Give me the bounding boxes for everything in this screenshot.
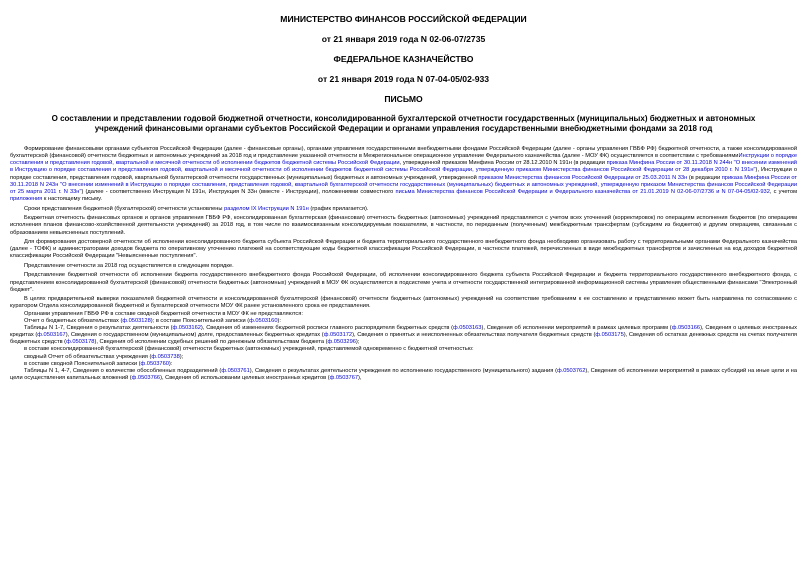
paragraph-text: ); (179, 353, 184, 360)
paragraph-text: ), Сведения о государственном (муниципальном) долге, предоставленных бюджетных кредитах ( (65, 332, 324, 339)
paragraph-text: ), Сведения об использовании целевых иностранных кредитов ( (160, 375, 330, 382)
document-link[interactable]: ф.0503160 (249, 317, 278, 324)
document-link[interactable]: ф.0503167 (37, 332, 66, 339)
paragraph-text: ): (277, 317, 281, 324)
paragraph-text: ), Сведения об исполнении мероприятий в рамках субсидий на иные цели и на цели осуществления капитальных вложений ( (10, 367, 797, 382)
paragraph-text: ), Сведения о целевых иностранных кредитах ( (10, 324, 797, 339)
document-link[interactable]: приказом Министерства финансов Российской Федерации от 25.03.2011 N 33н (478, 174, 688, 181)
document-link[interactable]: ф.0503767 (329, 375, 359, 382)
document-link[interactable]: ф.0503162 (172, 324, 201, 331)
paragraph-text: ); (355, 339, 360, 346)
paragraph (10, 311, 797, 318)
document-link[interactable]: ф.0503175 (595, 332, 624, 339)
paragraph (10, 239, 797, 260)
document-subject: О составлении и представлении годовой бюджетной отчетности, консолидированной бухгалтерской отчетности государственных (муниципальных) бюджетных и автономных учреждений финансовыми органами субъектов Российской Федерации и органами управления государственными внебюджетными фондами за 2018 год (51, 114, 756, 133)
paragraph (10, 272, 797, 293)
document-link[interactable]: ф.0503172 (323, 332, 353, 339)
document-link[interactable]: письма Министерства финансов Российской Федерации и Федерального казначейства от 21.01.2019 N 02-06-07/2736 и N 07-04-05/02-932 (395, 188, 770, 195)
paragraph-text: ), Сведения об исполнении мероприятий в рамках целевых программ ( (481, 324, 672, 331)
paragraph-text: Для формирования достоверной отчетности об исполнении консолидированного бюджета субъекта Российской Федерации и бюджета территориального государственного внебюджетного фонда необходимо организовать работу с территориальными органами Федерального казначейства (далее - ТОФК) и администраторами доходов бюджета по оперативному уточнению платежей на соответствующие коды бюджетной классификации Российской Федерации, в частности платежей, перечисленных в виде межбюджетных трансфертов и зачисленных на код доходов бюджетной классификации Российской Федерации "Невыясненные поступления". (10, 239, 797, 260)
document-link[interactable]: разделом IX Инструкции N 191н (224, 205, 309, 212)
paragraph (10, 296, 797, 310)
document-link[interactable]: приложения (10, 196, 43, 203)
document-link[interactable]: Инструкции о порядке составления и представления годовой, квартальной и месячной отчетности об исполнении бюджетов бюджетной системы Российской Федерации (10, 153, 797, 167)
paragraph (10, 325, 797, 346)
paragraph-text: , утвержденной приказом Минфина России от 28.12.2010 N 191н (в редакции (399, 160, 607, 167)
document-link[interactable]: ф.0503766 (131, 375, 161, 382)
treasury-letter-date: от 21 января 2019 года N 07-04-05/02-933 (317, 74, 490, 84)
document-link[interactable]: приказа Минфина России от 30.11.2018 N 243н "О внесении изменений в Инструкцию о порядке составления, представления годовой, квартальной бухгалтерской отчетности государственных (муниципальных) бюджетных и автономных учреждений, утвержденную приказом Министерства финансов Российской Федерации от 25 марта 2011 г. N 33н" (10, 174, 797, 195)
paragraph (10, 346, 797, 353)
paragraph (10, 263, 797, 270)
paragraph (10, 206, 797, 213)
paragraph-text: (в редакции (687, 174, 722, 181)
paragraph-text: Таблицы N 1, 4-7, Сведения о количестве обособленных подразделений ( (24, 367, 222, 374)
paragraph-text: ) (далее - соответственно Инструкция N 191н, Инструкция N 33н (вместе - Инструкции), положениями совместного (81, 188, 396, 195)
document-header (10, 14, 797, 105)
paragraph (10, 368, 797, 382)
document-link[interactable]: ф.0503166 (671, 324, 701, 331)
document-link[interactable]: приказа Минфина России от 30.11.2018 N 244н "О внесении изменений в Инструкцию о порядке составления и представления годовой, квартальной и месячной отчетности об исполнении бюджетов бюджетной системы Российской Федерации, утвержденную приказом Министерства финансов Российской Федерации от 28 декабря 2010 г. N 191н" (10, 160, 797, 174)
paragraph-text: ): (168, 360, 173, 367)
paragraph-text: Сроки представления бюджетной (бухгалтерской) отчетности установлены (24, 205, 225, 212)
paragraph (10, 215, 797, 236)
paragraph-text: ), (358, 375, 362, 382)
paragraph (10, 361, 797, 368)
paragraph-text: ), Сведения об исполнении судебных решений по денежным обязательствам бюджета ( (94, 339, 328, 346)
document-link[interactable]: ф.0503163 (453, 324, 482, 331)
treasury-name: ФЕДЕРАЛЬНОЕ КАЗНАЧЕЙСТВО (333, 54, 474, 64)
paragraph-text: Бюджетная отчетность финансовых органов и органов управления ГВБФ РФ, консолидированная бухгалтерская (финансовая) отчетность бюджетных (автономных) учреждений представляется с учетом всех уточнений (корректировок) по операциям исполнения бюджетов (по операциям исполнения планов финансово-хозяйственной деятельности учреждений) за 2018 год, в том числе по взаимосвязанным консолидируемым показателям, в частности, по переданным (полученным) межбюджетным трансфертам (субсидиям из бюджетов) и другим операциям, связанным с образованием невыясненных поступлений. (10, 215, 797, 236)
document-type: ПИСЬМО (384, 94, 423, 104)
paragraph-text: ); в составе Пояснительной записки ( (150, 317, 250, 324)
paragraph-text: Формирование финансовыми органами субъектов Российской Федерации (далее - финансовые органы), органами управления государственными внебюджетными фондами Российской Федерации (далее - органы управления ГВБФ РФ) бюджетной отчетности, а также консолидированной бухгалтерской (финансовой) отчетности бюджетных и автономных учреждений за 2018 год и представление указанной отчетности в Межрегиональное операционное управление Федерального казначейства (далее - МОУ ФК) осуществляется в соответствии с требованиями (10, 146, 797, 160)
paragraph-text: В целях предварительной выверки показателей бюджетной отчетности и консолидированной бухгалтерской (финансовой) отчетности бюджетных (автономных) учреждений на соответствие требованиям к ее составлению и представлению может быть направлена по согласованию с куратором Отдела консолидированной бюджетной и бухгалтерской отчетности МОУ ФК ранее установленного срока ее представления. (10, 296, 797, 310)
paragraph-text: в составе сводной Пояснительной записки ( (24, 360, 141, 367)
paragraph (10, 354, 797, 361)
paragraph-text: ), Сведения о принятых и неисполненных обязательствах получателя бюджетных средств ( (352, 332, 596, 339)
paragraph-text: Органами управления ГВБФ РФ в составе сводной бюджетной отчетности в МОУ ФК не представляются: (24, 310, 303, 317)
document-link[interactable]: ф.0503296 (327, 339, 356, 346)
document-body (10, 146, 797, 382)
document-link[interactable]: ф.0503178 (66, 339, 95, 346)
paragraph-text: ), Сведения об изменениях бюджетной росписи главного распорядителя бюджетных средств ( (200, 324, 454, 331)
paragraph-text: Таблицы N 1-7, Сведения о результатах деятельности ( (24, 324, 173, 331)
paragraph-text: Отчет о бюджетных обязательствах ( (24, 317, 123, 324)
paragraph-text: сводный Отчет об обязательствах учреждения ( (24, 353, 152, 360)
document-link[interactable]: ф.0503128 (122, 317, 151, 324)
paragraph-text: Представление отчетности за 2018 год осуществляется в следующем порядке. (24, 262, 234, 269)
paragraph (10, 146, 797, 203)
paragraph-text: ), Инструкции о порядке составления, представления годовой, квартальной бухгалтерской отчетности государственных (муниципальных) бюджетных и автономных учреждений, утвержденной (10, 167, 797, 181)
ministry-name: МИНИСТЕРСТВО ФИНАНСОВ РОССИЙСКОЙ ФЕДЕРАЦИИ (280, 14, 527, 24)
paragraph-text: ), Сведения о результатах деятельности учреждения по исполнению государственного (муниципального) задания ( (249, 367, 557, 374)
paragraph-text: (график прилагается). (308, 205, 369, 212)
paragraph-text: Представление бюджетной отчетности об исполнении бюджета государственного внебюджетного фонда Российской Федерации, об исполнении консолидированного бюджета субъекта Российской Федерации и бюджета территориального государственного внебюджетного фонда, с представлением консолидированной бухгалтерской (финансовой) отчетности бюджетных (автономных) учреждений в МОУ ФК осуществляется в подсистеме учета и отчетности государственной интегрированной информационной системы управления общественными финансами "Электронный бюджет". (10, 272, 797, 293)
document-link[interactable]: ф.0503738 (151, 353, 180, 360)
document-link[interactable]: ф.0503760 (140, 360, 169, 367)
paragraph-text: ), Сведения об остатках денежных средств на счетах получателя бюджетных средств ( (10, 332, 797, 346)
paragraph-text: , с учетом (769, 188, 797, 195)
paragraph (10, 318, 797, 325)
paragraph-text: в составе консолидированной бухгалтерской (финансовой) отчетности бюджетных (автономных) учреждений, представляемой одновременно с бюджетной отчетностью: (24, 346, 474, 353)
paragraph-text: к настоящему письму. (42, 196, 102, 203)
document-link[interactable]: ф.0503762 (556, 367, 586, 374)
ministry-letter-date: от 21 января 2019 года N 02-06-07/2735 (321, 34, 486, 44)
document-link[interactable]: ф.0503761 (221, 367, 250, 374)
